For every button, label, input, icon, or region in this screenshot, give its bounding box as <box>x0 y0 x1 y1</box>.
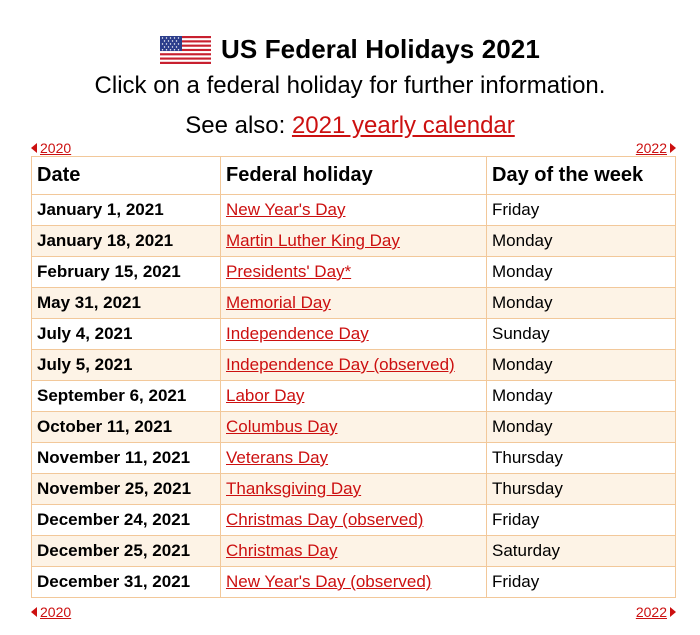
page-title: US Federal Holidays 2021 <box>221 34 540 64</box>
holiday-name-cell <box>221 536 487 567</box>
holiday-date: October 11, 2021 <box>32 412 221 443</box>
holiday-date: September 6, 2021 <box>32 381 221 412</box>
holiday-date: July 5, 2021 <box>32 350 221 381</box>
prev-year-link[interactable] <box>31 604 71 620</box>
see-also <box>0 112 700 140</box>
holiday-name-cell <box>221 474 487 505</box>
holiday-weekday: Monday <box>487 381 676 412</box>
holiday-date: July 4, 2021 <box>32 319 221 350</box>
table-row <box>32 257 676 288</box>
column-header-date: Date <box>32 157 221 195</box>
holiday-date: December 31, 2021 <box>32 567 221 598</box>
holiday-name-cell <box>221 350 487 381</box>
holiday-weekday: Friday <box>487 505 676 536</box>
table-row <box>32 443 676 474</box>
holiday-name-cell <box>221 195 487 226</box>
holiday-weekday: Monday <box>487 350 676 381</box>
triangle-right-icon <box>670 607 676 617</box>
holidays-table <box>31 156 676 598</box>
holiday-date: January 1, 2021 <box>32 195 221 226</box>
prev-year-label: 2020 <box>40 140 72 156</box>
holiday-link[interactable]: Independence Day (observed) <box>226 355 455 374</box>
holiday-weekday: Thursday <box>487 474 676 505</box>
holiday-link[interactable]: Thanksgiving Day <box>226 479 362 498</box>
prev-year-link[interactable] <box>31 140 71 156</box>
holiday-date: December 25, 2021 <box>32 536 221 567</box>
prev-year-label: 2020 <box>40 604 72 620</box>
table-row <box>32 288 676 319</box>
holiday-weekday: Monday <box>487 257 676 288</box>
holiday-date: December 24, 2021 <box>32 505 221 536</box>
next-year-link[interactable] <box>636 140 676 156</box>
page-subtitle: Click on a federal holiday for further information. <box>94 72 606 99</box>
holiday-name-cell <box>221 381 487 412</box>
triangle-left-icon <box>31 607 37 617</box>
holiday-weekday: Friday <box>487 195 676 226</box>
next-year-label: 2022 <box>635 604 667 620</box>
column-header-weekday: Day of the week <box>487 157 676 195</box>
holiday-link[interactable]: Martin Luther King Day <box>226 231 400 250</box>
holiday-weekday: Thursday <box>487 443 676 474</box>
holiday-name-cell <box>221 412 487 443</box>
holiday-name-cell <box>221 505 487 536</box>
holiday-name-cell <box>221 567 487 598</box>
holiday-weekday: Saturday <box>487 536 676 567</box>
table-row <box>32 226 676 257</box>
year-nav-top <box>31 140 676 156</box>
us-flag-icon <box>160 36 211 64</box>
table-row <box>32 505 676 536</box>
table-row <box>32 319 676 350</box>
holiday-link[interactable]: Veterans Day <box>226 448 329 467</box>
next-year-link[interactable] <box>636 604 676 620</box>
holiday-date: February 15, 2021 <box>32 257 221 288</box>
triangle-left-icon <box>31 143 37 153</box>
holiday-date: November 25, 2021 <box>32 474 221 505</box>
holiday-weekday: Monday <box>487 288 676 319</box>
year-nav-bottom <box>31 604 676 620</box>
holiday-link[interactable]: Independence Day <box>226 324 369 343</box>
holiday-date: May 31, 2021 <box>32 288 221 319</box>
holiday-name-cell <box>221 257 487 288</box>
table-row <box>32 412 676 443</box>
holiday-link[interactable]: Christmas Day <box>226 541 338 560</box>
table-row <box>32 474 676 505</box>
holiday-link[interactable]: Columbus Day <box>226 417 338 436</box>
table-row <box>32 381 676 412</box>
column-header-holiday: Federal holiday <box>221 157 487 195</box>
table-row <box>32 536 676 567</box>
holiday-link[interactable]: Christmas Day (observed) <box>226 510 424 529</box>
holiday-weekday: Monday <box>487 226 676 257</box>
holiday-name-cell <box>221 319 487 350</box>
table-header-row <box>32 157 676 195</box>
table-row <box>32 350 676 381</box>
table-row <box>32 567 676 598</box>
holiday-weekday: Monday <box>487 412 676 443</box>
holiday-weekday: Friday <box>487 567 676 598</box>
yearly-calendar-link[interactable]: 2021 yearly calendar <box>291 112 515 139</box>
holiday-name-cell <box>221 288 487 319</box>
next-year-label: 2022 <box>635 140 667 156</box>
holiday-date: November 11, 2021 <box>32 443 221 474</box>
holiday-link[interactable]: New Year's Day (observed) <box>226 572 432 591</box>
holiday-link[interactable]: Presidents' Day* <box>226 262 352 281</box>
table-row <box>32 195 676 226</box>
holiday-name-cell <box>221 443 487 474</box>
triangle-right-icon <box>670 143 676 153</box>
holiday-date: January 18, 2021 <box>32 226 221 257</box>
holiday-link[interactable]: Labor Day <box>226 386 305 405</box>
title-row <box>0 34 700 65</box>
holiday-name-cell <box>221 226 487 257</box>
holiday-link[interactable]: New Year's Day <box>226 200 346 219</box>
holiday-link[interactable]: Memorial Day <box>226 293 331 312</box>
holiday-weekday: Sunday <box>487 319 676 350</box>
see-also-label: See also: <box>185 112 292 139</box>
